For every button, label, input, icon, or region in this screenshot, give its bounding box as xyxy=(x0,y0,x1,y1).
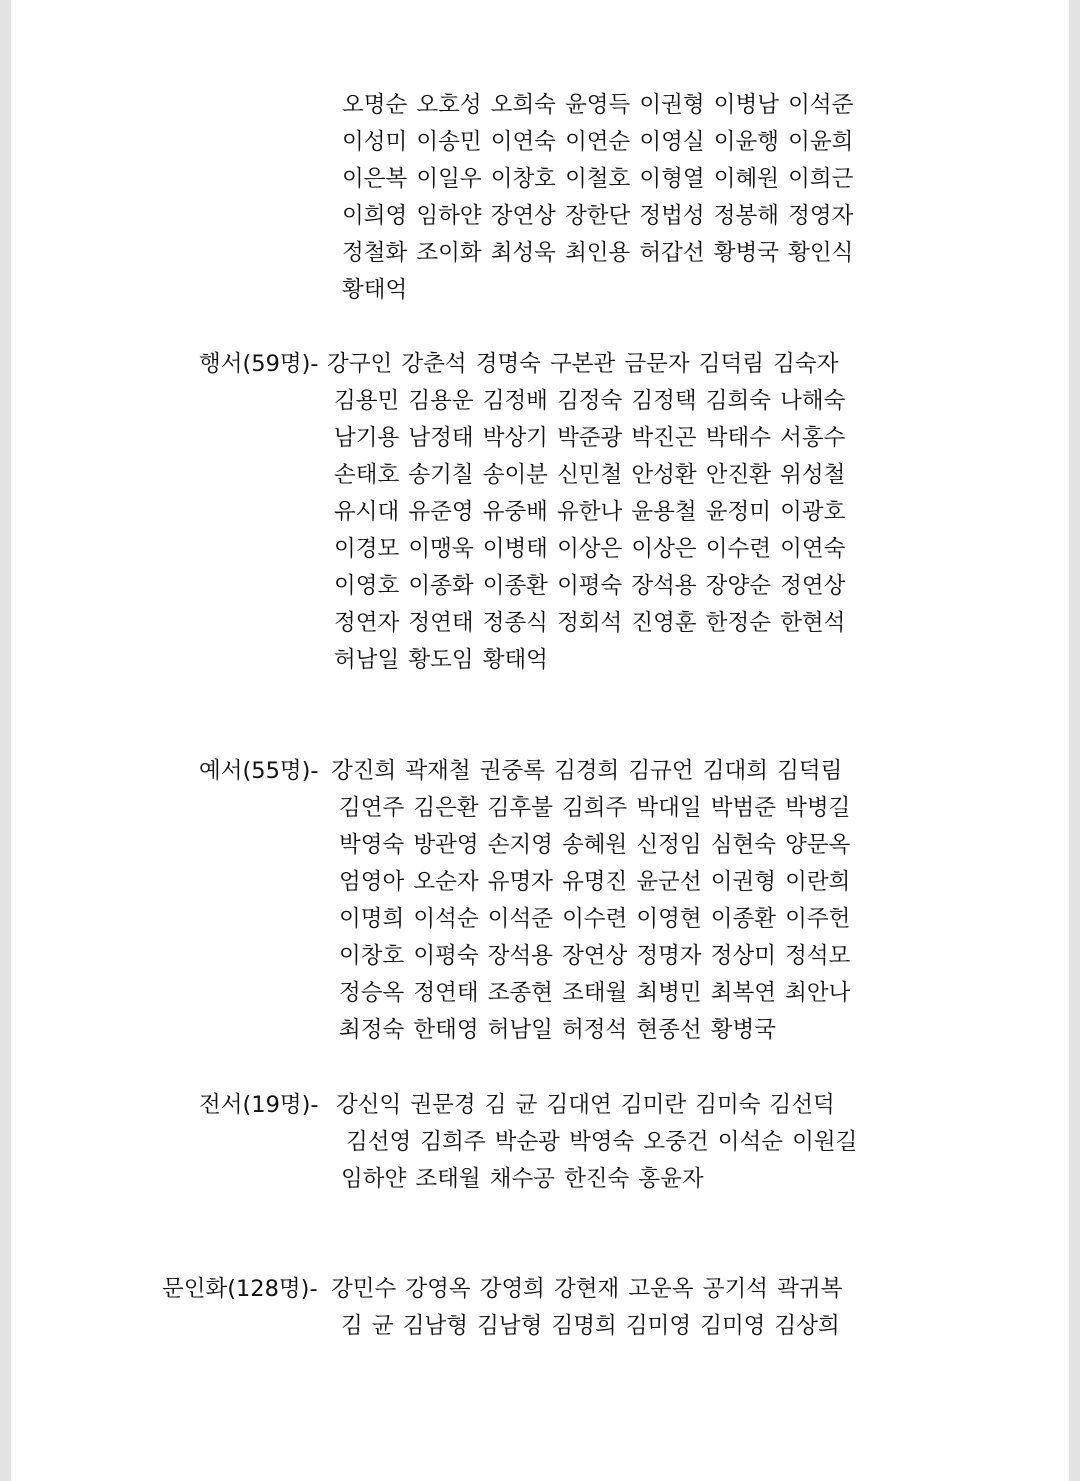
name-line: 최정숙 한태영 허남일 허정석 현종선 황병국 xyxy=(339,1017,776,1043)
section-label: 행서(59명)- xyxy=(199,351,319,377)
name-line: 엄영아 오순자 유명자 유명진 윤군선 이권형 이란희 xyxy=(339,869,851,895)
name-line: 허남일 황도임 황태억 xyxy=(334,647,548,673)
section-label: 예서(55명)- xyxy=(199,758,319,784)
name-line: 정승옥 정연태 조종현 조태월 최병민 최복연 최안나 xyxy=(339,980,851,1006)
name-line: 황태억 xyxy=(342,277,408,303)
name-line: 강구인 강춘석 경명숙 구본관 금문자 김덕림 김숙자 xyxy=(327,351,839,377)
name-line: 강신익 권문경 김 균 김대연 김미란 김미숙 김선덕 xyxy=(336,1092,835,1118)
name-line: 남기용 남정태 박상기 박준광 박진곤 박태수 서홍수 xyxy=(334,425,846,451)
section-label: 문인화(128명)- xyxy=(162,1276,318,1302)
name-line: 이창호 이평숙 장석용 장연상 정명자 정상미 정석모 xyxy=(339,943,851,969)
name-line: 유시대 유준영 유중배 유한나 윤용철 윤정미 이광호 xyxy=(334,499,846,525)
name-line: 김 균 김남형 김남형 김명희 김미영 김미영 김상희 xyxy=(341,1313,840,1339)
name-line: 이명희 이석순 이석준 이수련 이영현 이종환 이주헌 xyxy=(339,906,851,932)
name-line: 임하얀 조태월 채수공 한진숙 홍윤자 xyxy=(341,1166,704,1192)
name-line: 이영호 이종화 이종환 이평숙 장석용 장양순 정연상 xyxy=(334,573,846,599)
name-line: 강민수 강영옥 강영희 강현재 고운옥 공기석 곽귀복 xyxy=(331,1276,843,1302)
name-line: 손태호 송기칠 송이분 신민철 안성환 안진환 위성철 xyxy=(334,462,846,488)
name-line: 김선영 김희주 박순광 박영숙 오중건 이석순 이원길 xyxy=(346,1129,858,1155)
name-line: 김용민 김용운 김정배 김정숙 김정택 김희숙 나해숙 xyxy=(334,388,846,414)
name-line: 김연주 김은환 김후불 김희주 박대일 박범준 박병길 xyxy=(339,795,851,821)
name-line: 정연자 정연태 정종식 정회석 진영훈 한정순 한현석 xyxy=(334,610,846,636)
name-line: 강진희 곽재철 권중록 김경희 김규언 김대희 김덕림 xyxy=(331,758,843,784)
name-line: 이성미 이송민 이연숙 이연순 이영실 이윤행 이윤희 xyxy=(342,129,854,155)
name-line: 정철화 조이화 최성욱 최인용 허갑선 황병국 황인식 xyxy=(342,240,854,266)
name-line: 이경모 이맹욱 이병태 이상은 이상은 이수련 이연숙 xyxy=(334,536,846,562)
name-line: 박영숙 방관영 손지영 송혜원 신정임 심현숙 양문옥 xyxy=(339,832,851,858)
name-line: 오명순 오호성 오희숙 윤영득 이권형 이병남 이석준 xyxy=(342,92,854,118)
document-page xyxy=(11,0,1069,1481)
name-line: 이희영 임하얀 장연상 장한단 정법성 정봉해 정영자 xyxy=(342,203,854,229)
name-line: 이은복 이일우 이창호 이철호 이형열 이혜원 이희근 xyxy=(342,166,854,192)
section-label: 전서(19명)- xyxy=(199,1092,319,1118)
